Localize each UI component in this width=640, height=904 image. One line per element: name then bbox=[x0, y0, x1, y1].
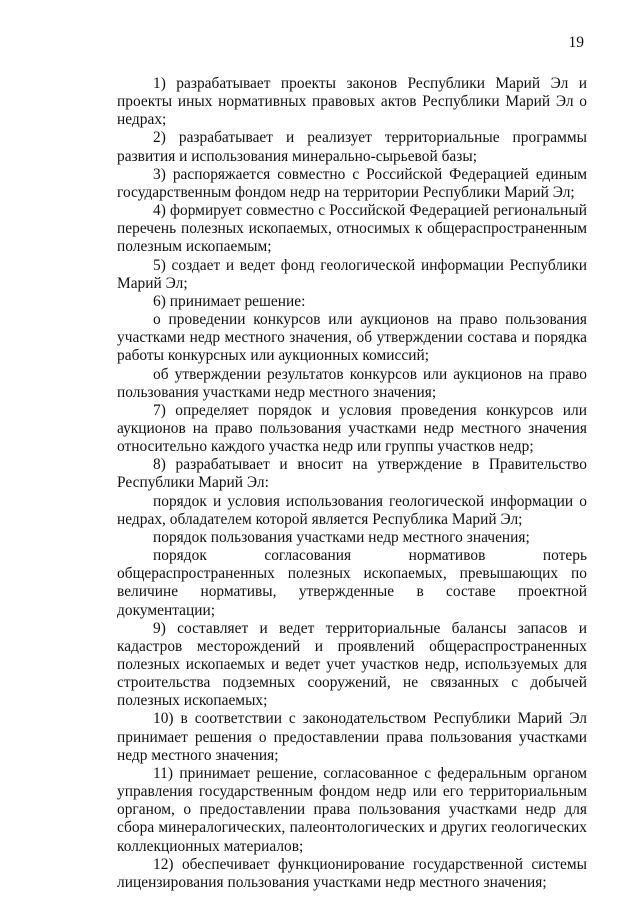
paragraph-6-item-2: об утверждении результатов конкурсов или аукционов на право пользования участками недр местного значения; bbox=[117, 365, 587, 401]
page-number: 19 bbox=[568, 34, 584, 51]
paragraph-3: 3) распоряжается совместно с Российской Федерацией единым государственным фондом недр на территории Республики Марий Эл; bbox=[117, 165, 587, 201]
paragraph-8-item-2: порядок пользования участками недр местного значения; bbox=[153, 528, 530, 546]
paragraph-10: 10) в соответствии с законодательством Республики Марий Эл принимает решения о предоставлении права пользования участками недр местного значения; bbox=[117, 710, 587, 764]
paragraph-11: 11) принимает решение, согласованное с федеральным органом управления государственным фондом недр или его территориальным органом, о предоставлении права пользования участками недр для сбора минералогических, палеонтологических и других геологических коллекционных материалов; bbox=[117, 764, 587, 855]
paragraph-1: 1) разрабатывает проекты законов Республики Марий Эл и проекты иных нормативных правовых актов Республики Марий Эл о недрах; bbox=[117, 75, 587, 129]
paragraph-4: 4) формирует совместно с Российской Федерацией региональный перечень полезных ископаемых, относимых к общераспространенным полезным ископаемым; bbox=[117, 202, 587, 256]
paragraph-8-item-3: порядок согласования нормативов потерь общераспространенных полезных ископаемых, превышающих по величине нормативы, утвержденные в составе проектной документации; bbox=[117, 547, 587, 619]
paragraph-9: 9) составляет и ведет территориальные балансы запасов и кадастров месторождений и проявлений общераспространенных полезных ископаемых и ведет учет участков недр, используемых для строительства подземных сооружений, не связанных с добычей полезных ископаемых; bbox=[117, 619, 587, 710]
paragraph-8-item-1: порядок и условия использования геологической информации о недрах, обладателем которой является Республика Марий Эл; bbox=[117, 492, 587, 528]
paragraph-8: 8) разрабатывает и вносит на утверждение в Правительство Республики Марий Эл: bbox=[117, 456, 587, 492]
paragraph-12: 12) обеспечивает функционирование государственной системы лицензирования пользования участками недр местного значения; bbox=[117, 855, 587, 891]
paragraph-2: 2) разрабатывает и реализует территориальные программы развития и использования минерально-сырьевой базы; bbox=[117, 129, 587, 165]
paragraph-7: 7) определяет порядок и условия проведения конкурсов или аукционов на право пользования участками недр местного значения относительно каждого участка недр или группы участков недр; bbox=[117, 401, 587, 456]
paragraph-6-item-1: о проведении конкурсов или аукционов на право пользования участками недр местного значения, об утверждении состава и порядка работы конкурсных или аукционных комиссий; bbox=[117, 311, 587, 365]
paragraph-6: 6) принимает решение: bbox=[153, 292, 306, 310]
document-body bbox=[117, 75, 587, 892]
paragraph-5: 5) создает и ведет фонд геологической информации Республики Марий Эл; bbox=[117, 256, 587, 292]
